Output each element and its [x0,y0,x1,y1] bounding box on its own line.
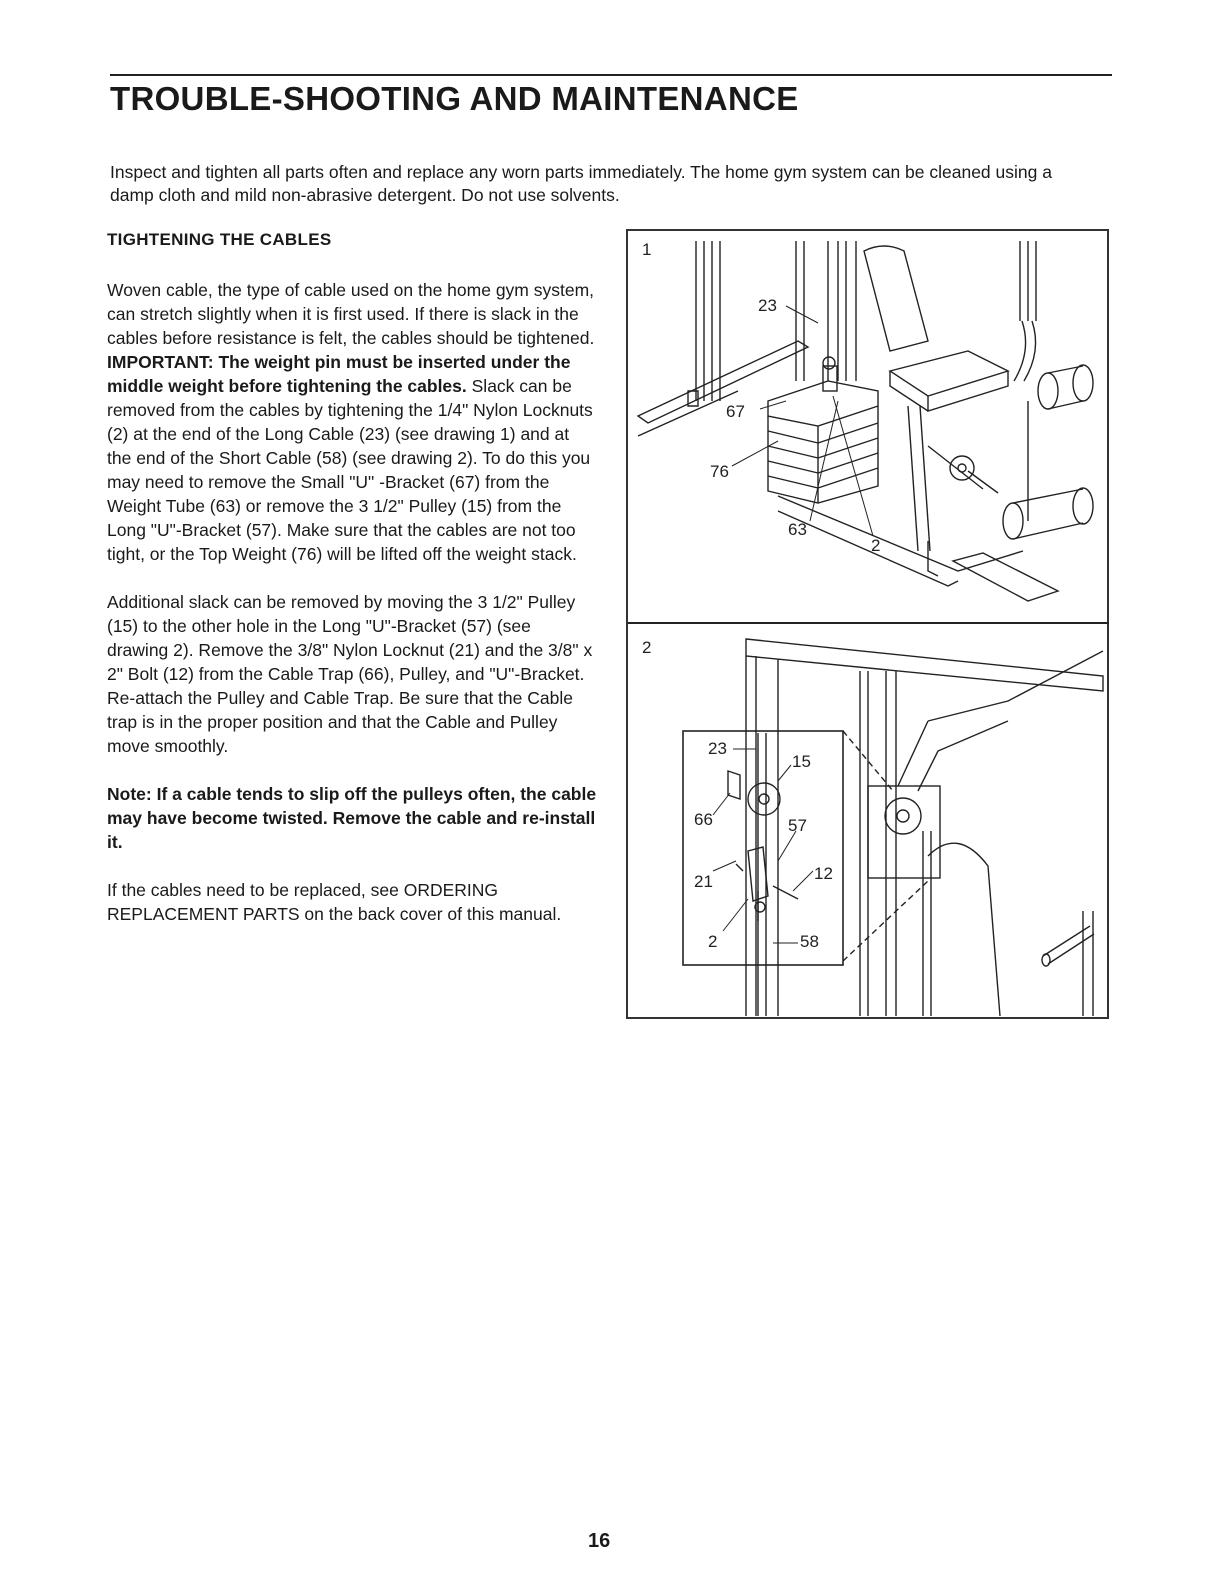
paragraph-1 [107,278,597,566]
drawing-1 [638,241,1093,601]
page-title: TROUBLE-SHOOTING AND MAINTENANCE [110,80,799,117]
fig1-label-76: 76 [710,462,729,481]
fig2-label-15: 15 [792,752,811,771]
fig1-label-63: 63 [788,520,807,539]
fig2-label-66: 66 [694,810,713,829]
intro-paragraph: Inspect and tighten all parts often and replace any worn parts immediately. The home gym system can be cleaned using a damp cloth and mild non-abrasive detergent. Do not use solvents. [110,162,1052,205]
paragraph-3: If the cables need to be replaced, see ORDERING REPLACEMENT PARTS on the back cover of this manual. [107,880,562,924]
drawing-2 [683,639,1103,1016]
fig2-label-58: 58 [800,932,819,951]
paragraph-2: Additional slack can be removed by moving the 3 1/2" Pulley (15) to the other hole in the Long "U"-Bracket (57) (see drawing 2). Remove the 3/8" Nylon Locknut (21) and the 3/8" x 2" Bolt (12) from the Cable Trap (66), Pulley, and "U"-Bracket. Re-attach the Pulley and Cable Trap. Be sure that the Cable trap is in the proper position and that the Cable and Pulley move smoothly. [107,592,593,756]
left-column [107,228,597,950]
figure-frame [626,229,1109,1019]
twisted-cable-note: Note: If a cable tends to slip off the pulleys often, the cable may have become twisted. Remove the cable and re-install it. [107,784,597,852]
page-number: 16 [588,1530,611,1552]
fig1-label-23: 23 [758,296,777,315]
fig1-label-67: 67 [726,402,745,421]
fig1-label-2: 2 [871,536,881,555]
important-note: IMPORTANT: The weight pin must be inserted under the middle weight before tightening the cables. [107,352,571,396]
paragraph-1-end: Slack can be removed from the cables by tightening the 1/4" Nylon Locknuts (2) at the end of the Long Cable (23) (see drawing 1) and at the end of the Short Cable (58) (see drawing 2). To do this you may need to remove the Small "U" -Bracket (67) from the Weight Tube (63) or remove the 3 1/2" Pulley (15) from the Long "U"-Bracket (57). Make sure that the cables are not too tight, or the Top Weight (76) will be lifted off the weight stack. [107,376,593,564]
leg-rollers [1003,365,1093,539]
fig2-label-23: 23 [708,739,727,758]
section-heading: TIGHTENING THE CABLES [107,230,332,249]
figure-2-number: 2 [642,638,652,657]
title-rule [110,74,1112,76]
fig2-label-12: 12 [814,864,833,883]
fig2-label-21: 21 [694,872,713,891]
seat [864,246,1008,551]
paragraph-1-start: Woven cable, the type of cable used on the home gym system, can stretch slightly when it is first used. If there is slack in the cables before resistance is felt, the cables should be tightened. [107,280,595,348]
figure-1-number: 1 [642,240,652,259]
fig2-label-57: 57 [788,816,807,835]
weight-stack [768,357,878,503]
fig2-label-2: 2 [708,932,718,951]
assembly-drawings [628,231,1109,1017]
